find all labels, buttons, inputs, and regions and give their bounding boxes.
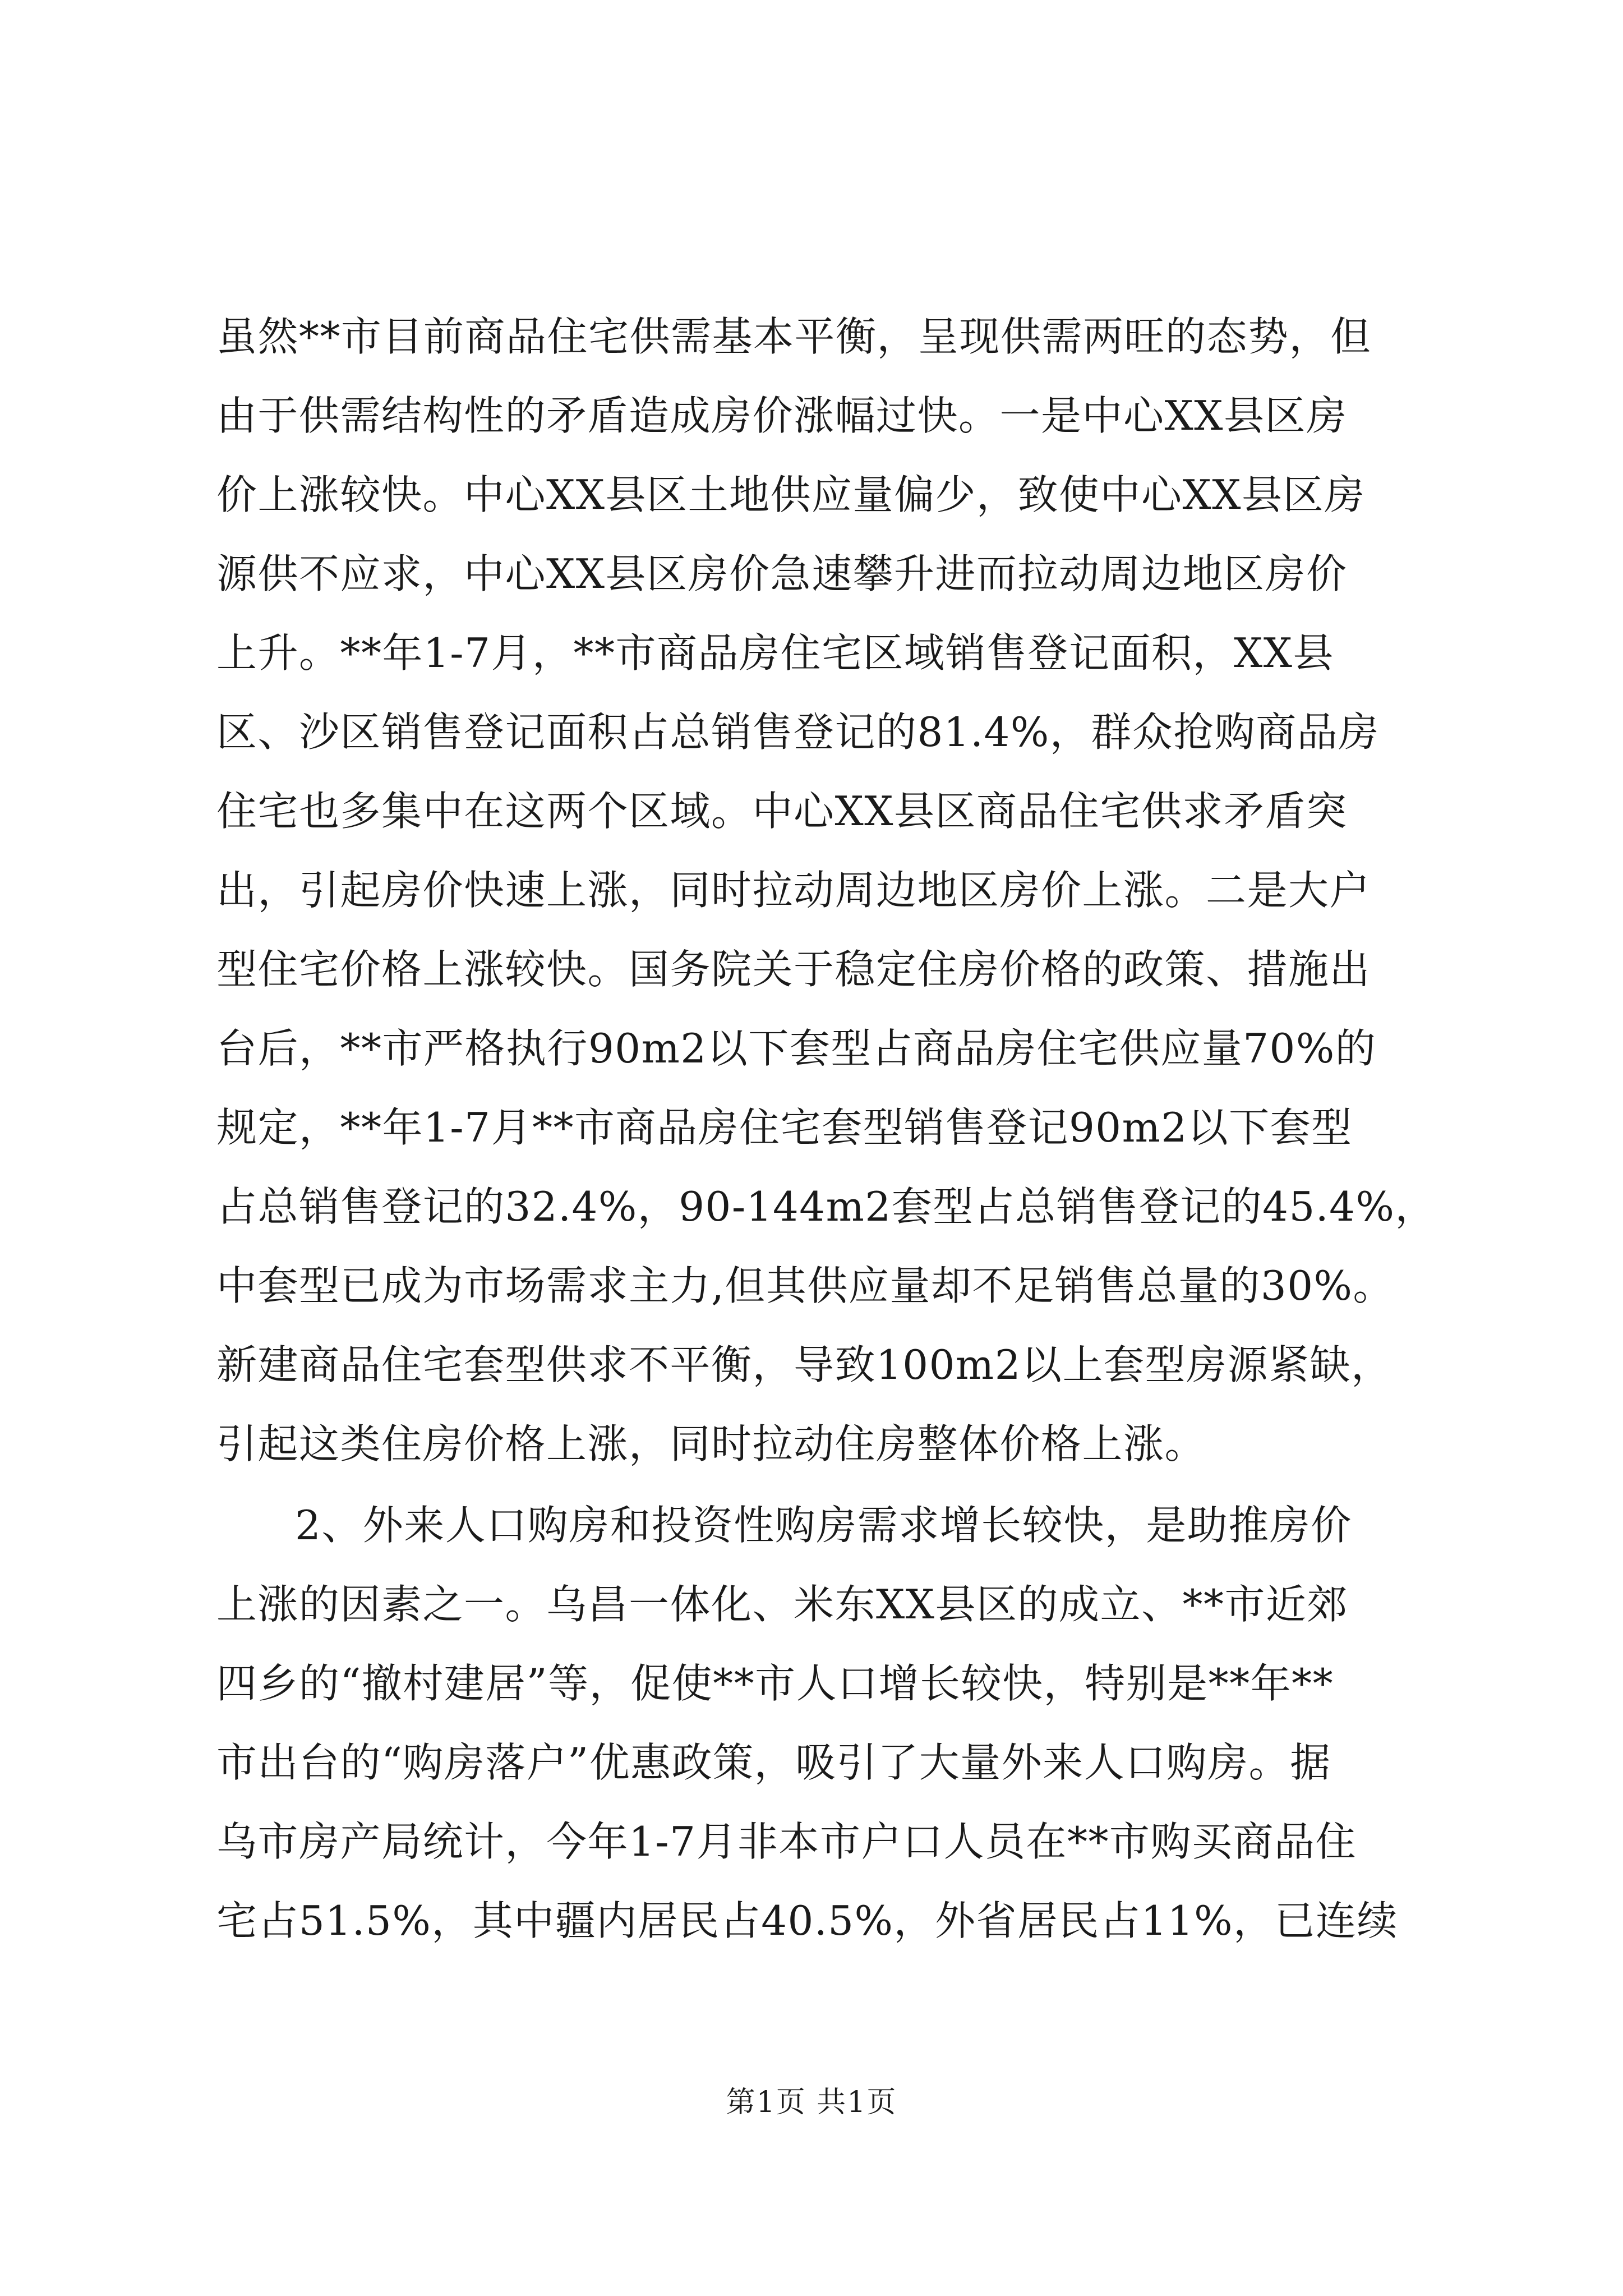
text-line: 型住宅价格上涨较快。国务院关于稳定住房价格的政策、措施出 <box>216 946 1371 993</box>
text-line: 上升。**年1-7月，**市商品房住宅区域销售登记面积，XX县 <box>216 629 1334 677</box>
text-line: 规定，**年1-7月**市商品房住宅套型销售登记90m2以下套型 <box>216 1104 1353 1151</box>
text-line: 虽然**市目前商品住宅供需基本平衡，呈现供需两旺的态势，但 <box>216 313 1372 360</box>
text-line: 占总销售登记的32.4%，90-144m2套型占总销售登记的45.4%， <box>216 1183 1436 1230</box>
text-line: 中套型已成为市场需求主力,但其供应量却不足销售总量的30%。 <box>216 1262 1394 1309</box>
page-number-footer: 第1页 共1页 <box>726 2086 897 2119</box>
paragraph-start-line: 2、外来人口购房和投资性购房需求增长较快，是助推房价 <box>295 1502 1352 1549</box>
text-line: 住宅也多集中在这两个区域。中心XX县区商品住宅供求矛盾突 <box>216 788 1348 835</box>
text-line: 由于供需结构性的矛盾造成房价涨幅过快。一是中心XX县区房 <box>216 392 1348 439</box>
text-line: 区、沙区销售登记面积占总销售登记的81.4%，群众抢购商品房 <box>216 708 1380 756</box>
text-line: 新建商品住宅套型供求不平衡，导致100m2以上套型房源紧缺， <box>216 1341 1393 1388</box>
text-line: 引起这类住房价格上涨，同时拉动住房整体价格上涨。 <box>216 1420 1206 1467</box>
document-body <box>216 297 1436 1961</box>
text-line: 市出台的“购房落户”优惠政策，吸引了大量外来人口购房。据 <box>216 1739 1331 1786</box>
text-line: 乌市房产局统计，今年1-7月非本市户口人员在**市购买商品住 <box>216 1818 1357 1865</box>
text-line: 四乡的“撤村建居”等，促使**市人口增长较快，特别是**年** <box>216 1660 1334 1707</box>
text-line: 宅占51.5%，其中疆内居民占40.5%，外省居民占11%，已连续 <box>216 1897 1398 1944</box>
text-line: 价上涨较快。中心XX县区土地供应量偏少，致使中心XX县区房 <box>216 471 1366 518</box>
text-line: 台后，**市严格执行90m2以下套型占商品房住宅供应量70%的 <box>216 1025 1377 1072</box>
text-line: 上涨的因素之一。乌昌一体化、米东XX县区的成立、**市近郊 <box>216 1581 1349 1628</box>
text-line: 出，引起房价快速上涨，同时拉动周边地区房价上涨。二是大户 <box>216 867 1371 914</box>
text-line: 源供不应求，中心XX县区房价急速攀升进而拉动周边地区房价 <box>216 550 1348 597</box>
